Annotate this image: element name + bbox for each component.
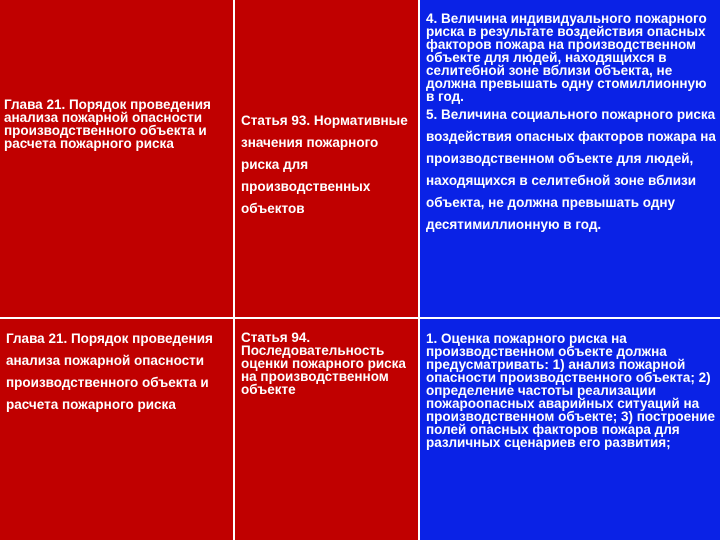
row2-text: 1. Оценка пожарного риска на производственном объекте должна предусматривать: 1) анализ пожарной опасности производственного объекта; 2) определение частоты реализации пожароопасных аварийных ситуаций на производственном объекте; 3) построение полей опасных факторов пожара для различных сценариев его развития; bbox=[426, 331, 716, 450]
row2-article-cell bbox=[235, 319, 418, 540]
row2-text-cell bbox=[420, 319, 720, 540]
row1-text-part2: 5. Величина социального пожарного риска воздействия опасных факторов пожара на производственном объекте для людей, находящихся в селитебной зоне вблизи объекта, не должна превышать одну десятимиллионную в год. bbox=[426, 107, 716, 232]
row2-chapter-cell bbox=[0, 319, 233, 540]
row1-text-cell bbox=[420, 0, 720, 317]
row1-chapter-cell bbox=[0, 0, 233, 317]
row1-article-text: Статья 93. Нормативные значения пожарного риска для производственных объектов bbox=[241, 113, 408, 216]
row2-chapter-text: Глава 21. Порядок проведения анализа пожарной опасности производственного объекта и расчета пожарного риска bbox=[6, 331, 213, 412]
row1-chapter-text: Глава 21. Порядок проведения анализа пожарной опасности производственного объекта и расчета пожарного риска bbox=[4, 97, 211, 151]
row2-article-text: Статья 94. Последовательность оценки пожарного риска на производственном объекте bbox=[241, 330, 406, 397]
row1-text-part1: 4. Величина индивидуального пожарного риска в результате воздействия опасных факторов пожара на производственном объекте для людей, находящихся в селитебной зоне вблизи объекта, не должна превышать одну стомиллионную в год. bbox=[426, 11, 707, 104]
row1-article-cell bbox=[235, 0, 418, 317]
